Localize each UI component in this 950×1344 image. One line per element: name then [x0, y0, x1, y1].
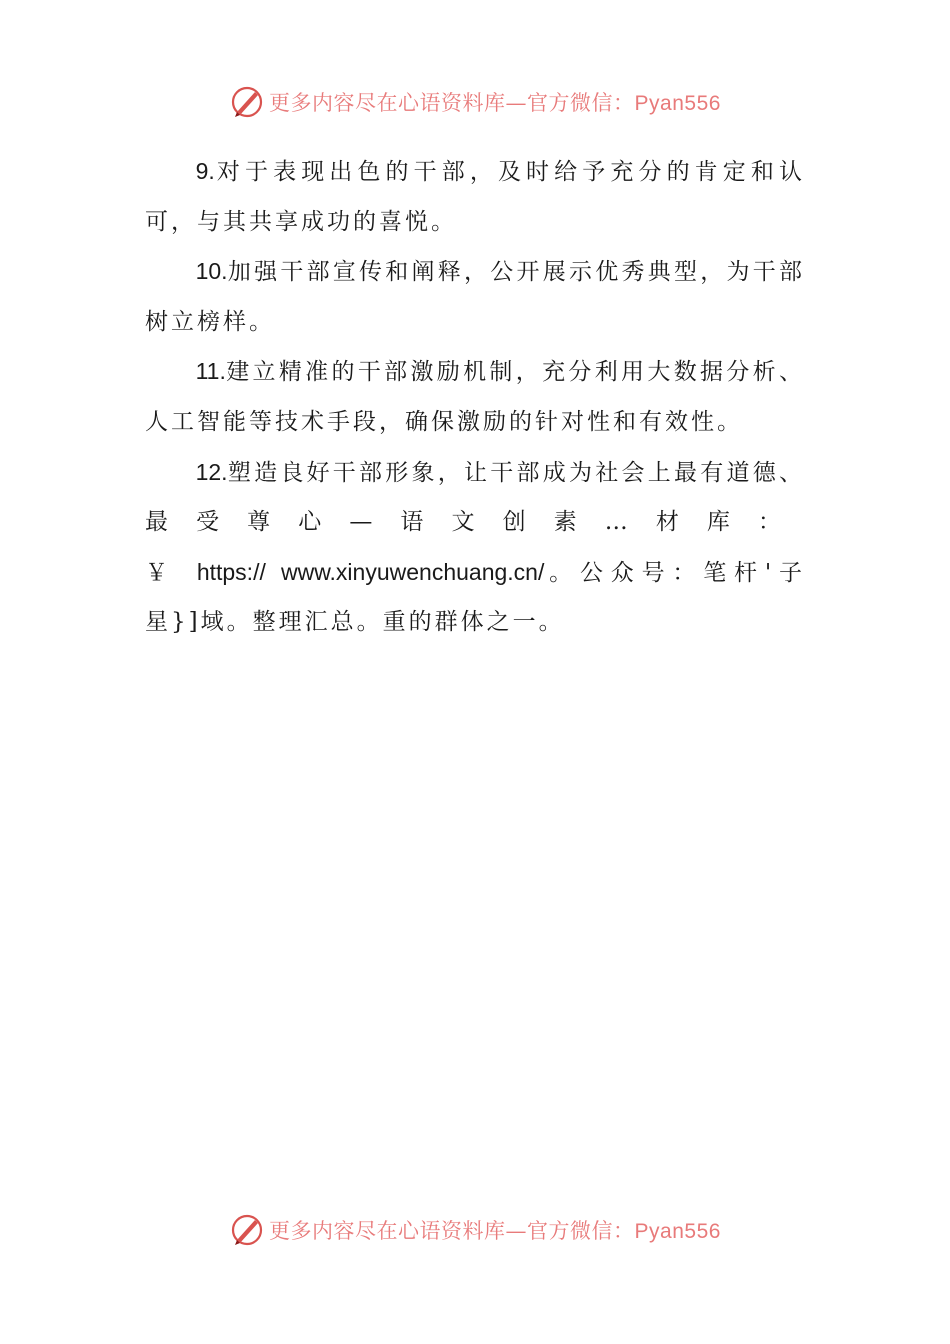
- pen-logo-icon: [229, 1212, 265, 1248]
- paragraph-9: [145, 147, 805, 247]
- watermark-text: 更多内容尽在心语资料库—官方微信：Pyan556: [269, 1219, 721, 1243]
- paragraph-text-spread: 最受尊心—语文创素…材库：￥: [145, 509, 805, 586]
- header-watermark: [0, 82, 950, 122]
- paragraph-text: 总。重的群体之一。: [330, 609, 565, 636]
- paragraph-number: 9.: [195, 158, 215, 184]
- paragraph-number: 12.: [195, 458, 228, 485]
- paragraph-12: [145, 448, 805, 648]
- paragraph-text: 建立精准的干部激励机制，充分利用大数据分析、人工智能等技术手段，确保激励的针对性和有效性。: [145, 359, 805, 435]
- footer-watermark: [0, 1210, 950, 1250]
- pen-logo-icon: [229, 84, 265, 120]
- paragraph-number: 11.: [195, 358, 226, 385]
- paragraph-text: 。公众号：笔杆'子星}]域。整理汇: [145, 559, 805, 636]
- paragraph-11: [145, 347, 805, 447]
- watermark-wechat: Pyan556: [634, 1220, 721, 1243]
- url-text: https://: [196, 558, 266, 585]
- paragraph-text: 加强干部宣传和阐释，公开展示优秀典型，为干部树立榜样。: [145, 259, 805, 335]
- watermark-wechat: Pyan556: [634, 92, 721, 115]
- document-body: [145, 147, 805, 648]
- paragraph-10: [145, 247, 805, 347]
- paragraph-number: 10.: [195, 258, 228, 285]
- watermark-text: 更多内容尽在心语资料库—官方微信：Pyan556: [269, 91, 721, 115]
- paragraph-text: 对于表现出色的干部，及时给予充分的肯定和认可，与其共享成功的喜悦。: [145, 159, 805, 235]
- url-text-domain: www.xinyuwenchuang.cn/: [280, 558, 545, 585]
- paragraph-text: 塑造良好干部形象，让干部成为社会上最有道德、: [227, 459, 805, 486]
